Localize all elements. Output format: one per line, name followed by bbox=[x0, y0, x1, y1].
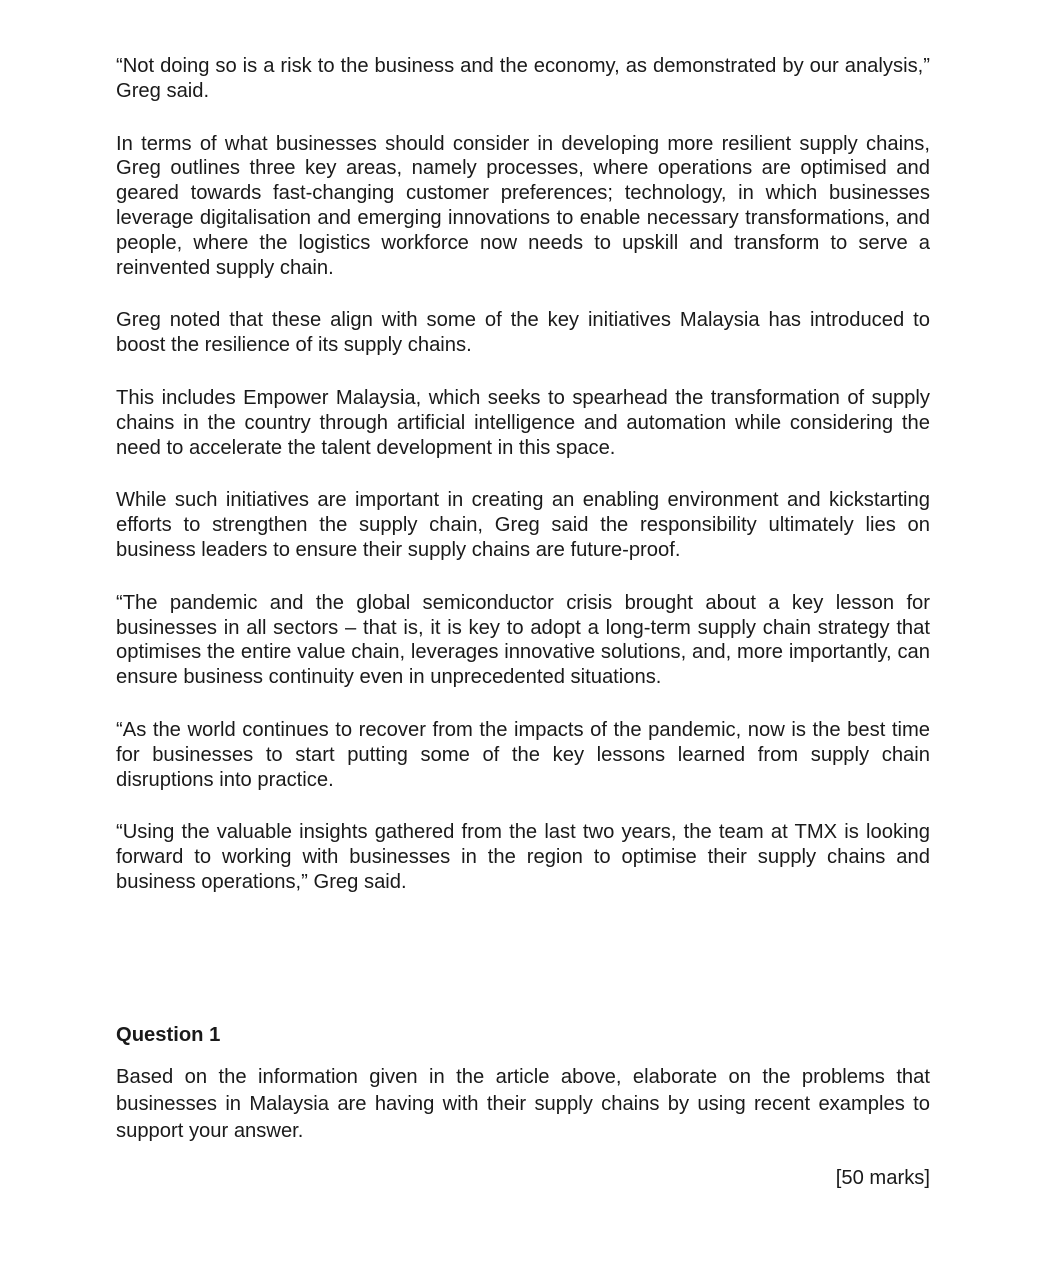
article-paragraph-5: While such initiatives are important in creating an enabling environment and kickstarting efforts to strengthen the supply chain, Greg said the responsibility ultimately lies on business leaders to ensure their supply chains are future-proof. bbox=[116, 489, 930, 561]
article-body bbox=[116, 54, 930, 923]
article-paragraph-3: Greg noted that these align with some of the key initiatives Malaysia has introduced to boost the resilience of its supply chains. bbox=[116, 309, 930, 357]
article-paragraph-6: “The pandemic and the global semiconductor crisis brought about a key lesson for businesses in all sectors – that is, it is key to adopt a long-term supply chain strategy that optimises the entire value chain, leverages innovative solutions, and, more importantly, can ensure business continuity even in unprecedented situations. bbox=[116, 591, 930, 689]
article-paragraph-4: This includes Empower Malaysia, which seeks to spearhead the transformation of supply chains in the country through artificial intelligence and automation while considering the need to accelerate the talent development in this space. bbox=[116, 386, 930, 459]
article-paragraph-7: “As the world continues to recover from the impacts of the pandemic, now is the best time for businesses to start putting some of the key lessons learned from supply chain disruptions into practice. bbox=[116, 718, 930, 791]
question-marks: [50 marks] bbox=[835, 1167, 930, 1189]
article-paragraph-8: “Using the valuable insights gathered from the last two years, the team at TMX is looking forward to working with businesses in the region to optimise their supply chains and business operations,” Greg said. bbox=[116, 821, 930, 893]
question-text: Based on the information given in the article above, elaborate on the problems that businesses in Malaysia are having with their supply chains by using recent examples to support your answer. bbox=[116, 1066, 930, 1142]
article-paragraph-1: “Not doing so is a risk to the business and the economy, as demonstrated by our analysis,” Greg said. bbox=[116, 55, 930, 102]
article-paragraph-2: In terms of what businesses should consider in developing more resilient supply chains, Greg outlines three key areas, namely processes, where operations are optimised and geared towards fast-changing customer preferences; technology, in which businesses leverage digitalisation and emerging innovations to enable necessary transformations, and people, where the logistics workforce now needs to upskill and transform to serve a reinvented supply chain. bbox=[116, 132, 930, 279]
question-block bbox=[116, 1022, 930, 1191]
question-title: Question 1 bbox=[116, 1024, 221, 1046]
